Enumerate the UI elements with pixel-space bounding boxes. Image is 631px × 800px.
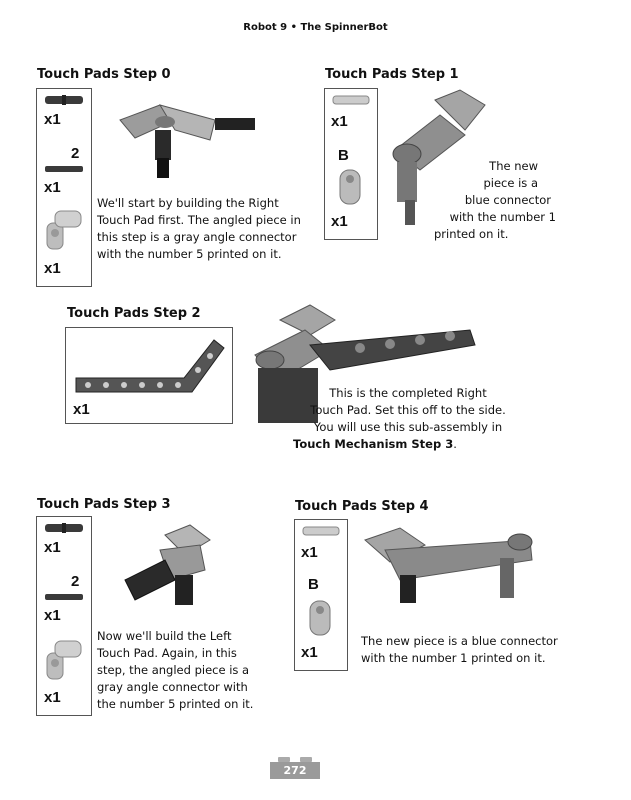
step1-text-line: with the number 1 xyxy=(449,210,556,224)
step0-description xyxy=(97,195,301,263)
step0-text-line: We'll start by building the Right xyxy=(97,196,279,210)
step2-part1-qty: x1 xyxy=(73,401,90,418)
step1-text-line: piece is a xyxy=(483,176,538,190)
step0-part3-qty: x1 xyxy=(44,260,61,277)
step0-part2-code: 2 xyxy=(71,145,80,162)
friction-pin-icon xyxy=(45,95,83,105)
step0-assembly-illustration xyxy=(115,100,265,180)
step3-part3-qty: x1 xyxy=(44,689,61,706)
step3-part2-qty: x1 xyxy=(44,607,61,624)
step3-description xyxy=(97,628,253,713)
step3-part2-code: 2 xyxy=(71,573,80,590)
step1-parts-box xyxy=(324,88,378,240)
step0-text-line: this step is a gray angle connector xyxy=(97,230,297,244)
connector-icon xyxy=(309,600,331,636)
step1-description xyxy=(420,158,556,243)
step2-text-line: Touch Pad. Set this off to the side. xyxy=(310,403,506,417)
step1-part1-qty: x1 xyxy=(331,113,348,130)
step3-text-line: Now we'll build the Left xyxy=(97,629,232,643)
step4-part2-code: B xyxy=(308,576,319,593)
step1-text-line: blue connector xyxy=(464,193,551,207)
step4-title: Touch Pads Step 4 xyxy=(295,499,429,514)
step2-description xyxy=(293,385,523,453)
step3-part1-qty: x1 xyxy=(44,539,61,556)
axle-icon xyxy=(45,592,83,602)
pin-icon xyxy=(333,95,369,105)
page-number: 272 xyxy=(283,764,307,777)
step3-parts-box xyxy=(36,516,92,716)
step2-text-line: You will use this sub-assembly in xyxy=(313,420,503,434)
step1-part2-qty: x1 xyxy=(331,213,348,230)
page-header: Robot 9 • The SpinnerBot xyxy=(243,22,388,33)
step4-part1-qty: x1 xyxy=(301,544,318,561)
step3-text-line: the number 5 printed on it. xyxy=(97,697,254,711)
step0-text-line: with the number 5 printed on it. xyxy=(97,247,282,261)
step0-part1-qty: x1 xyxy=(44,111,61,128)
step0-title: Touch Pads Step 0 xyxy=(37,67,171,82)
step3-text-line: step, the angled piece is a xyxy=(97,663,250,677)
step2-text-bold: Touch Mechanism Step 3 xyxy=(293,437,454,451)
step4-text-line: The new piece is a blue connector xyxy=(361,634,558,648)
step3-text-line: Touch Pad. Again, in this xyxy=(97,646,237,660)
step1-text-line: The new xyxy=(489,159,538,173)
connector-icon xyxy=(339,169,361,205)
step0-part2-qty: x1 xyxy=(44,179,61,196)
step4-assembly-illustration xyxy=(360,520,540,610)
step1-text-line: printed on it. xyxy=(434,227,509,241)
pin-icon xyxy=(303,526,339,536)
step1-part2-code: B xyxy=(338,147,349,164)
step4-part2-qty: x1 xyxy=(301,644,318,661)
angle-connector-icon xyxy=(45,209,85,251)
step0-parts-box xyxy=(36,88,92,287)
step2-text-line xyxy=(293,436,523,453)
step0-text-line: Touch Pad first. The angled piece in xyxy=(97,213,301,227)
axle-icon xyxy=(45,164,83,174)
step4-parts-box xyxy=(294,519,348,671)
step3-title: Touch Pads Step 3 xyxy=(37,497,171,512)
step4-description xyxy=(361,633,558,667)
step2-parts-box xyxy=(65,327,233,424)
step3-text-line: gray angle connector with xyxy=(97,680,248,694)
step4-text-line: with the number 1 printed on it. xyxy=(361,651,546,665)
step1-title: Touch Pads Step 1 xyxy=(325,67,459,82)
friction-pin-icon xyxy=(45,523,83,533)
bent-beam-icon xyxy=(74,336,224,396)
step2-title: Touch Pads Step 2 xyxy=(67,306,201,321)
step2-text-line: This is the completed Right xyxy=(329,386,487,400)
angle-connector-icon xyxy=(45,639,85,681)
step2-text-tail: . xyxy=(453,437,457,451)
step3-assembly-illustration xyxy=(120,525,220,610)
